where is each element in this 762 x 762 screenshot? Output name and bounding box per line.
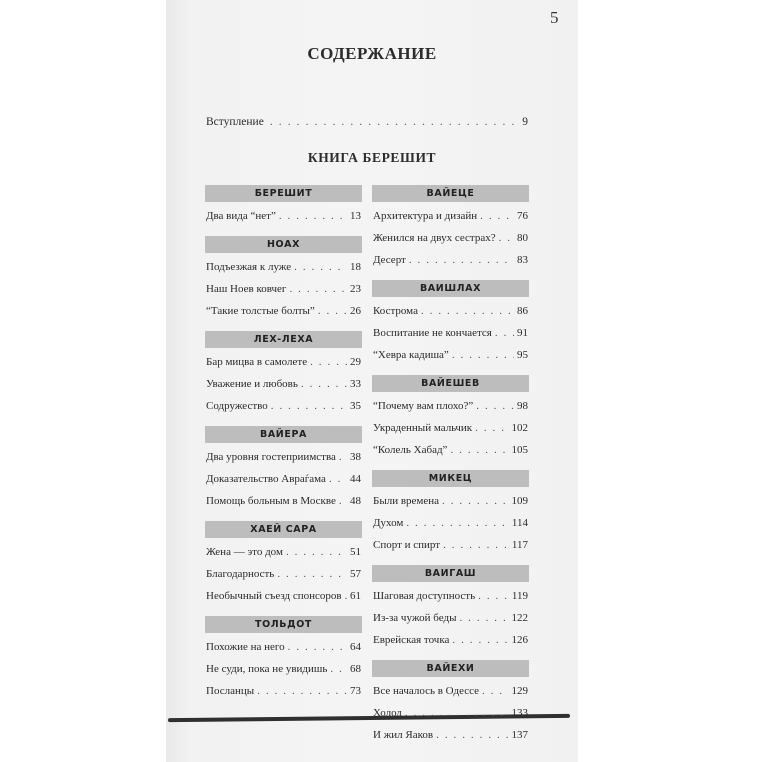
toc-section (372, 185, 529, 271)
entry-title: Подъезжая к луже (206, 261, 292, 273)
page-number: 5 (550, 8, 559, 27)
entry-page-number: 26 (350, 305, 361, 317)
section-header: ЛЕХ-ЛЕХА (205, 331, 362, 348)
entry-title: Вступление (206, 116, 264, 128)
entry-title: Уважение и любовь (206, 378, 298, 390)
section-header: ТОЛЬДОТ (205, 616, 362, 633)
toc-section (372, 375, 529, 461)
leader-dots (436, 724, 508, 746)
section-header: ВАИГАШ (372, 565, 529, 582)
entry-page-number: 122 (511, 612, 528, 624)
toc-entry (372, 205, 529, 227)
entry-page-number: 9 (522, 116, 528, 128)
section-header: ВАЙЕХИ (372, 660, 529, 677)
toc-entry (205, 205, 362, 227)
entry-page-number: 105 (511, 444, 528, 456)
entry-page-number: 76 (517, 210, 528, 222)
entry-page-number: 68 (350, 663, 361, 675)
book-title: КНИГА БЕРЕШИТ (307, 150, 437, 165)
entry-page-number: 23 (350, 283, 361, 295)
toc-entry (205, 563, 362, 585)
entry-page-number: 109 (511, 495, 528, 507)
entry-page-number: 114 (511, 517, 528, 529)
toc-column-right (372, 185, 529, 755)
toc-entry (372, 417, 529, 439)
entry-title: Еврейская точка (373, 634, 450, 646)
entry-page-number: 102 (511, 422, 528, 434)
leader-dots (277, 563, 347, 585)
leader-dots (478, 585, 509, 607)
entry-title: Спорт и спирт (373, 539, 441, 551)
leader-dots (330, 658, 347, 680)
section-header: МИКЕЦ (372, 470, 529, 487)
entry-title: Жена — это дом (206, 546, 283, 558)
entry-page-number: 35 (350, 400, 361, 412)
toc-entry (205, 658, 362, 680)
entry-page-number: 38 (350, 451, 361, 463)
toc-section (205, 236, 362, 322)
entry-page-number: 33 (350, 378, 361, 390)
toc-entry (205, 373, 362, 395)
leader-dots (294, 256, 347, 278)
toc-entry (205, 300, 362, 322)
entry-page-number: 98 (517, 400, 528, 412)
leader-dots (310, 351, 347, 373)
leader-dots (339, 446, 347, 468)
leader-dots (450, 439, 508, 461)
toc-section (205, 331, 362, 417)
toc-entry (372, 344, 529, 366)
leader-dots (286, 541, 347, 563)
toc-entry (372, 512, 529, 534)
entry-page-number: 18 (350, 261, 361, 273)
entry-title: Наш Ноев ковчег (206, 283, 287, 295)
leader-dots (442, 490, 508, 512)
toc-section (372, 280, 529, 366)
entry-title: Все началось в Одессе (373, 685, 480, 697)
entry-page-number: 95 (517, 349, 528, 361)
toc-entry (205, 395, 362, 417)
entry-title: Похожие на него (206, 641, 285, 653)
toc-section (205, 521, 362, 607)
entry-title: “Колель Хабад” (373, 444, 448, 456)
entry-title: Два вида “нет” (206, 210, 276, 222)
entry-title: Были времена (373, 495, 440, 507)
entry-title: “Такие толстые болты” (206, 305, 315, 317)
section-header: ВАИШЛАХ (372, 280, 529, 297)
entry-page-number: 137 (511, 729, 528, 741)
toc-entry (205, 351, 362, 373)
leader-dots (495, 322, 514, 344)
toc-entry (205, 446, 362, 468)
toc-entry (372, 680, 529, 702)
toc-section (205, 616, 362, 702)
toc-entry (372, 300, 529, 322)
leader-dots (301, 373, 347, 395)
entry-title: Духом (373, 517, 404, 529)
entry-title: “Хевра кадиша” (373, 349, 449, 361)
entry-page-number: 133 (511, 707, 528, 719)
entry-title: Доказательство Авраѓама (206, 473, 326, 485)
leader-dots (452, 629, 508, 651)
section-header: ВАЙЕШЕВ (372, 375, 529, 392)
entry-title: Посланцы (206, 685, 255, 697)
leader-dots (345, 585, 347, 607)
leader-dots (318, 300, 347, 322)
section-header: БЕРЕШИТ (205, 185, 362, 202)
entry-title: “Почему вам плохо?” (373, 400, 474, 412)
toc-entry (372, 249, 529, 271)
entry-title: Шаговая доступность (373, 590, 476, 602)
toc-section (205, 426, 362, 512)
toc-entry (372, 702, 529, 724)
entry-title: Благодарность (206, 568, 275, 580)
section-header: НОАХ (205, 236, 362, 253)
leader-dots (409, 249, 514, 271)
entry-title: Бар мицва в самолете (206, 356, 308, 368)
entry-page-number: 126 (511, 634, 528, 646)
entry-title: Женился на двух сестрах? (373, 232, 496, 244)
leader-dots (443, 534, 509, 556)
entry-page-number: 57 (350, 568, 361, 580)
leader-dots (499, 227, 514, 249)
toc-entry (372, 607, 529, 629)
toc-entry (372, 534, 529, 556)
leader-dots (452, 344, 514, 366)
entry-title: Холод (373, 707, 402, 719)
toc-entry (372, 395, 529, 417)
entry-title: Необычный съезд спонсоров (206, 590, 342, 602)
entry-title: Содружество (206, 400, 268, 412)
entry-page-number: 73 (350, 685, 361, 697)
entry-page-number: 83 (517, 254, 528, 266)
section-header: ХАЕЙ САРА (205, 521, 362, 538)
leader-dots (459, 607, 508, 629)
entry-title: Помощь больным в Москве (206, 495, 336, 507)
entry-page-number: 86 (517, 305, 528, 317)
entry-page-number: 48 (350, 495, 361, 507)
entry-page-number: 44 (350, 473, 361, 485)
leader-dots (279, 205, 347, 227)
entry-page-number: 29 (350, 356, 361, 368)
leader-dots (288, 636, 347, 658)
leader-dots (482, 680, 508, 702)
entry-page-number: 119 (511, 590, 528, 602)
section-header: ВАЙЕРА (205, 426, 362, 443)
entry-title: Кострома (373, 305, 418, 317)
entry-title: Украденный мальчик (373, 422, 473, 434)
leader-dots (339, 490, 347, 512)
entry-title: Воспитание не кончается (373, 327, 492, 339)
toc-section (372, 470, 529, 556)
toc-entry (372, 227, 529, 249)
toc-entry (372, 724, 529, 746)
entry-title: И жил Яаков (373, 729, 434, 741)
leader-dots (421, 300, 514, 322)
leader-dots (405, 702, 509, 724)
toc-title: СОДЕРЖАНИЕ (307, 44, 437, 63)
toc-entry (205, 278, 362, 300)
toc-section (372, 565, 529, 651)
toc-entry (205, 256, 362, 278)
toc-column-left (205, 185, 362, 711)
toc-entry (372, 490, 529, 512)
entry-page-number: 64 (350, 641, 361, 653)
leader-dots (406, 512, 509, 534)
toc-entry-intro (206, 116, 528, 128)
toc-entry (205, 468, 362, 490)
toc-entry (205, 680, 362, 702)
entry-page-number: 129 (511, 685, 528, 697)
toc-entry (372, 322, 529, 344)
entry-title: Не суди, пока не увидишь (206, 663, 328, 675)
entry-page-number: 61 (350, 590, 361, 602)
leader-dots (476, 395, 514, 417)
section-header: ВАЙЕЦЕ (372, 185, 529, 202)
leader-dots (257, 680, 347, 702)
toc-entry (372, 629, 529, 651)
toc-entry (372, 585, 529, 607)
toc-entry (205, 541, 362, 563)
entry-title: Десерт (373, 254, 406, 266)
entry-page-number: 51 (350, 546, 361, 558)
toc-section (372, 660, 529, 746)
leader-dots (475, 417, 508, 439)
toc-entry (372, 439, 529, 461)
entry-page-number: 80 (517, 232, 528, 244)
leader-dots (271, 395, 347, 417)
toc-entry (205, 490, 362, 512)
toc-section (205, 185, 362, 227)
toc-entry (205, 636, 362, 658)
leader-dots (270, 116, 516, 128)
leader-dots (480, 205, 514, 227)
toc-entry (205, 585, 362, 607)
entry-page-number: 91 (517, 327, 528, 339)
leader-dots (289, 278, 347, 300)
entry-title: Архитектура и дизайн (373, 210, 478, 222)
entry-title: Два уровня гостеприимства (206, 451, 336, 463)
leader-dots (329, 468, 347, 490)
entry-page-number: 13 (350, 210, 361, 222)
entry-title: Из-за чужой беды (373, 612, 457, 624)
entry-page-number: 117 (511, 539, 528, 551)
